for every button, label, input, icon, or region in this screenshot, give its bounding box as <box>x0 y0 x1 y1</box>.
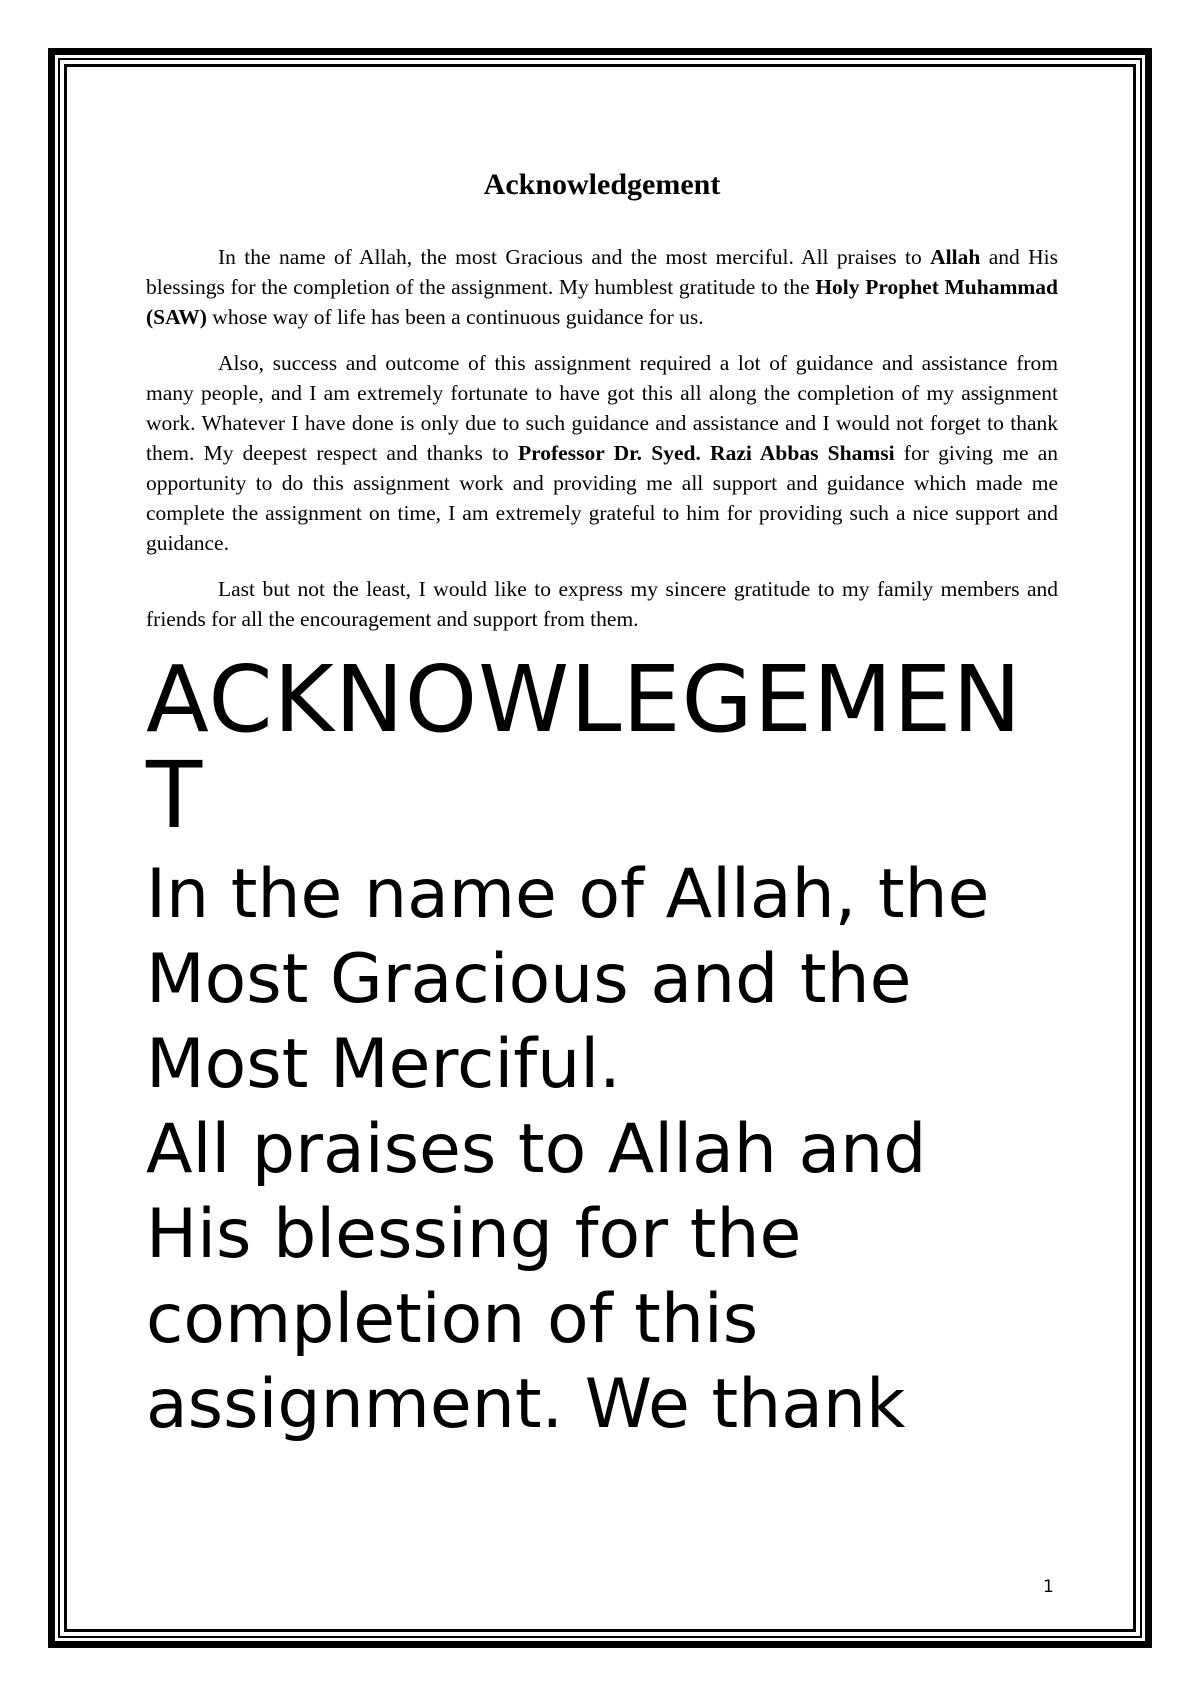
paragraph-3 <box>146 574 1058 634</box>
paragraph-list <box>146 242 1058 634</box>
text-run: Also, success and outcome of this assignment required a lot of guidance and assistance from many people, and I am extremely fortunate to have got this all along the completion of my assignment work. Whatever I have done is only due to such guidance and assistance and I would not forget to thank them. My deepest respect and thanks to <box>146 351 1058 465</box>
paragraph-1 <box>146 242 1058 332</box>
large-body-line: assignment. We thank <box>146 1365 906 1444</box>
paragraph-2 <box>146 348 1058 558</box>
large-body-line: His blessing for the <box>146 1195 802 1274</box>
large-body-line: Most Merciful. <box>146 1025 621 1104</box>
large-body-text <box>146 852 1058 1447</box>
large-heading: ACKNOWLEGEMENT <box>146 646 1023 849</box>
large-body-line: Most Gracious and the <box>146 940 912 1019</box>
text-run: whose way of life has been a continuous guidance for us. <box>206 305 704 329</box>
bold-text-run: Holy Prophet Muhammad (SAW) <box>146 275 1059 329</box>
large-body-line: All praises to Allah and <box>146 1110 927 1189</box>
document-title: Acknowledgement <box>483 168 721 201</box>
bold-text-run: Allah <box>930 245 981 269</box>
text-run: and His blessings for the completion of the assignment. My humblest gratitude to the <box>146 245 1058 299</box>
large-body-line: In the name of Allah, the <box>146 855 990 934</box>
large-body-line: completion of this <box>146 1280 759 1359</box>
bold-text-run: Professor Dr. Syed. Razi Abbas Shamsi <box>517 441 895 465</box>
text-run: In the name of Allah, the most Gracious and the most merciful. All praises to <box>218 245 931 269</box>
page-content <box>146 168 1058 1447</box>
text-run: Last but not the least, I would like to express my sincere gratitude to my family members and friends for all the encouragement and support from them. <box>146 577 1058 631</box>
page-number: 1 <box>1043 1577 1054 1597</box>
text-run: for giving me an opportunity to do this assignment work and providing me all support and guidance which made me complete the assignment on time, I am extremely grateful to him for providing such a nice support and guidance. <box>146 441 1059 555</box>
